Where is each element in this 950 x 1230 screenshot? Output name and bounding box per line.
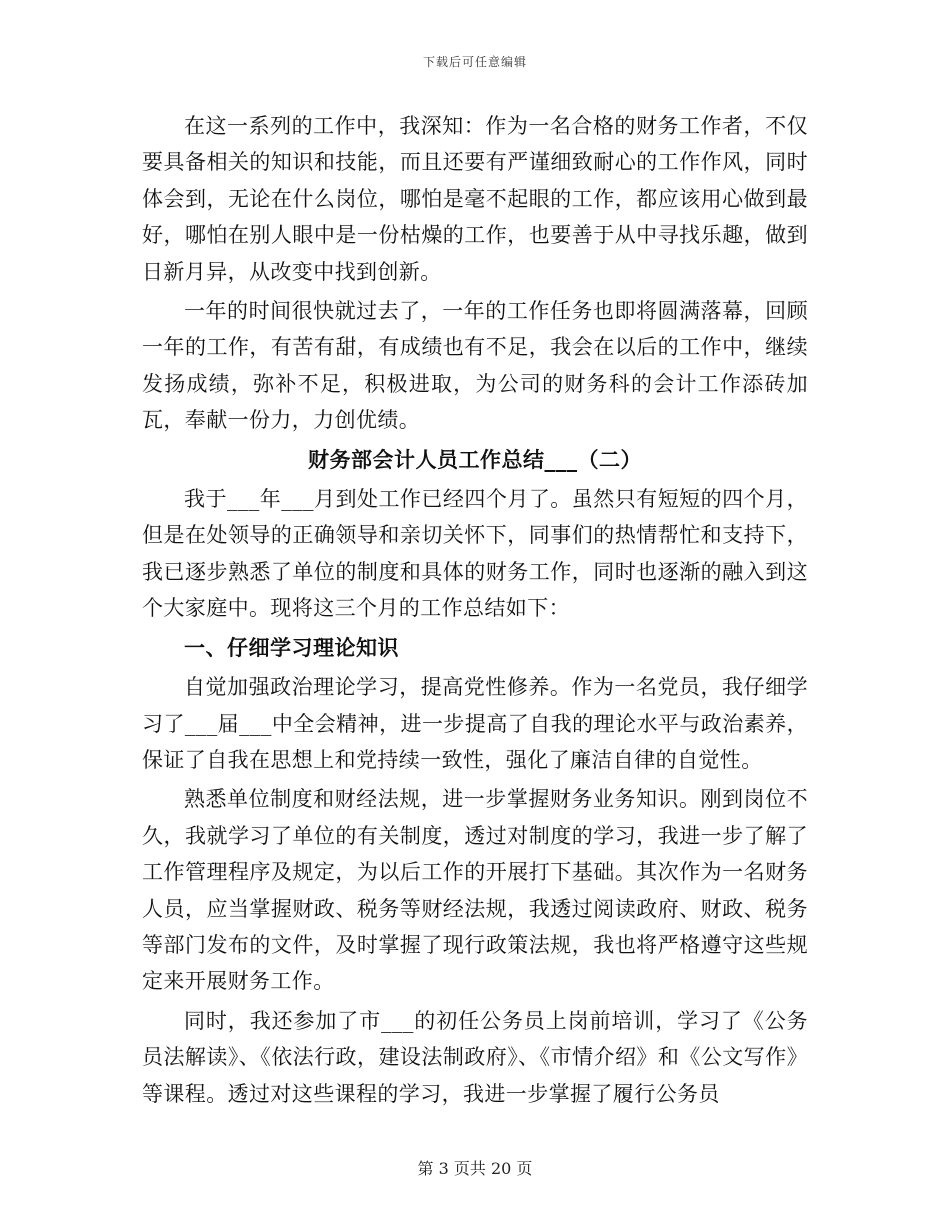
paragraph: 同时，我还参加了市___的初任公务员上岗前培训，学习了《公务员法解读》、《依法行政，建设法制政府》、《市情介绍》和《公文写作》等课程。透过对这些课程的学习，我进一步掌握了履行公务员 — [142, 1008, 808, 1106]
page-header: 下载后可任意编辑 — [422, 55, 527, 69]
page-footer: 第 3 页共 20 页 — [417, 1159, 533, 1178]
document-body — [142, 108, 808, 1115]
subheading: 一、仔细学习理论知识 — [184, 634, 399, 660]
paragraph: 在这一系列的工作中，我深知：作为一名合格的财务工作者，不仅要具备相关的知识和技能，而且还要有严谨细致耐心的工作作风，同时体会到，无论在什么岗位，哪怕是毫不起眼的工作，都应该用心做到最好，哪怕在别人眼中是一份枯燥的工作，也要善于从中寻找乐趣，做到日新月异，从改变中找到创新。 — [142, 114, 808, 284]
paragraph: 一年的时间很快就过去了，一年的工作任务也即将圆满落幕，回顾一年的工作，有苦有甜，有成绩也有不足，我会在以后的工作中，继续发扬成绩，弥补不足，积极进取，为公司的财务科的会计工作添砖加瓦，奉献一份力，力创优绩。 — [142, 299, 808, 433]
paragraph: 自觉加强政治理论学习，提高党性修养。作为一名党员，我仔细学习了___届___中全会精神，进一步提高了自我的理论水平与政治素养，保证了自我在思想上和党持续一致性，强化了廉洁自律的自觉性。 — [142, 675, 808, 772]
paragraph: 熟悉单位制度和财经法规，进一步掌握财务业务知识。刚到岗位不久，我就学习了单位的有关制度，透过对制度的学习，我进一步了解了工作管理程序及规定，为以后工作的开展打下基础。其次作为一名财务人员，应当掌握财政、税务等财经法规，我透过阅读政府、财政、税务等部门发布的文件，及时掌握了现行政策法规，我也将严格遵守这些规定来开展财务工作。 — [142, 787, 808, 994]
intro-paragraph: 我于___年___月到处工作已经四个月了。虽然只有短短的四个月，但是在处领导的正确领导和亲切关怀下，同事们的热情帮忙和支持下，我已逐步熟悉了单位的制度和具体的财务工作，同时也逐渐的融入到这个大家庭中。现将这三个月的工作总结如下： — [142, 487, 808, 621]
section-title: 财务部会计人员工作总结___（二） — [308, 446, 642, 472]
